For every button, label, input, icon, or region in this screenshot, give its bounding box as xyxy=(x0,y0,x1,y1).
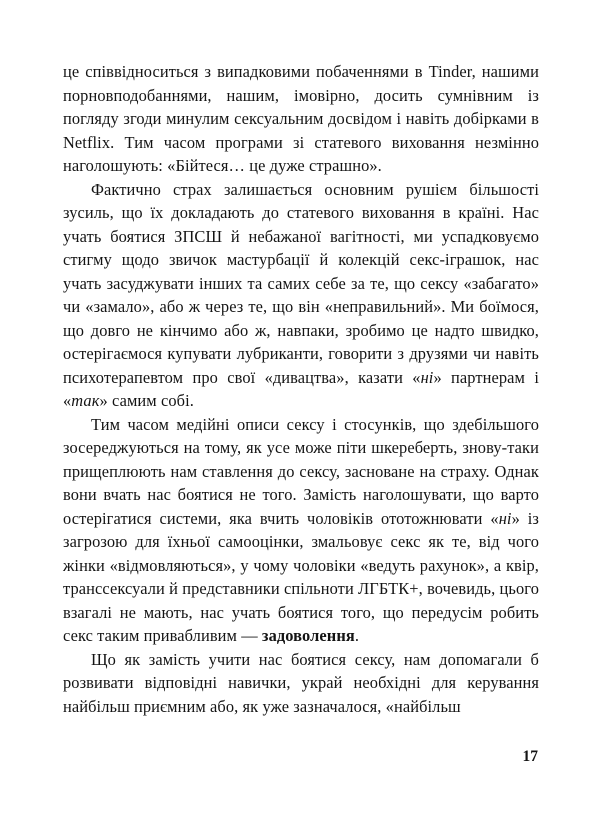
text-run: так xyxy=(71,391,100,410)
page-number: 17 xyxy=(522,748,538,765)
text-run: » самим собі. xyxy=(99,391,194,410)
text-run: це співвідноситься з випадковими побаченнями в Tinder, нашими порновподобаннями, нашим, імовірно, досить сумнівним із погляду згоди минулим сексуальним досвідом і навіть добірками в Netflix. Тим часом програми зі статевого виховання незмінно наголошують: «Бійтеся… це дуже страшно». xyxy=(63,62,539,175)
text-run: » із загрозою для їхньої самооцінки, змальовує секс як те, від чого жінки «відмовляються», у чому чоловіки «ведуть рахунок», а квір, транссексуали й представники спільноти ЛГБТК+, вочевидь, цього взагалі не мають, нас учать боятися того, що передусім робить секс таким привабливим — xyxy=(63,508,539,645)
text-run: » партнерам і « xyxy=(63,367,539,410)
text-run: задоволення xyxy=(261,626,355,645)
text-run: ні xyxy=(498,508,512,528)
page-text-block xyxy=(63,60,539,718)
paragraph xyxy=(63,60,539,178)
text-run: Фактично страх залишається основним рушієм більшості зусиль, що їх докладають до статевого виховання в країні. Нас учать боятися ЗПСШ й небажаної вагітності, ми успадковуємо стигму щодо звичок мастурбації й колекцій секс-іграшок, нас учать засуджувати інших та самих себе за те, що сексу «забагато» чи «замало», або ж через те, що він «неправильний». Ми боїмося, що довго не кінчимо або ж, навпаки, зробимо це надто швидко, остерігаємося купувати лубриканти, говорити з друзями чи навіть психотерапевтом про свої «дивацтва», казати « xyxy=(63,179,539,387)
text-run: Тим часом медійні описи сексу і стосунків, що здебільшого зосереджуються на тому, як усе може піти шкереберть, знову-таки прищеплюють нам ставлення до сексу, засноване на страху. Однак вони вчать нас боятися не того. Замість наголошувати, що варто остерігатися системи, яка вчить чоловіків ототожнювати « xyxy=(63,414,539,528)
text-run: . xyxy=(354,626,360,645)
text-run: ні xyxy=(420,367,434,387)
text-run: Що як замість учити нас боятися сексу, нам допомагали б розвивати відповідні навички, украй необхідні для керування найбільш приємним або, як уже зазначалося, «найбільш xyxy=(63,649,539,716)
paragraph xyxy=(63,178,539,413)
paragraph xyxy=(63,648,539,719)
paragraph xyxy=(63,413,539,648)
